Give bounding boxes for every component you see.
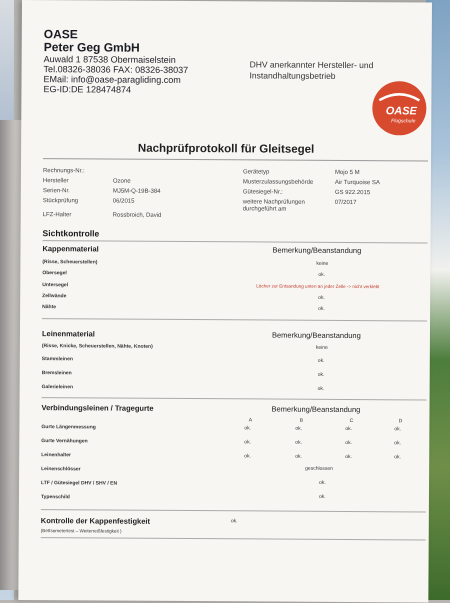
- row-label-naehte: Nähte: [42, 304, 57, 311]
- kappenmaterial-sub: (Risse, Scheuerstellen): [42, 259, 98, 266]
- kappenmaterial-sub-value: keine: [316, 260, 329, 267]
- section-rule: [43, 240, 428, 243]
- company-address: Auwald 1 87538 Obermaiselstein: [43, 54, 176, 65]
- festigkeit-value: ok.: [230, 518, 238, 525]
- company-subname: Peter Geg GmbH: [43, 40, 140, 55]
- info-value: 06/2015: [112, 198, 135, 205]
- column-d-header: D: [398, 418, 403, 425]
- cell-a: ok.: [244, 425, 252, 432]
- title-divider: [43, 158, 428, 161]
- row-label-untersegel: Untersegel: [42, 282, 69, 289]
- cell-c: ok.: [345, 439, 352, 447]
- row-label-galerieleinen: Galerieleinen: [41, 384, 74, 391]
- row-label-gurte-laengenmessung: Gurte Längenmessung: [41, 424, 96, 431]
- info-label: Gütesiegel-Nr.:: [242, 189, 283, 196]
- info-label: LFZ-Halter: [42, 212, 72, 219]
- info-label: Rechnungs-Nr.:: [42, 168, 85, 175]
- info-label: Stückprüfung: [42, 198, 79, 205]
- festigkeit-sub: (Bettsometertest – Weiterreißfestigkeit ): [40, 528, 122, 534]
- row-value-bremsleinen: ok.: [317, 371, 325, 378]
- row-label-leinenhalter: Leinenhalter: [41, 452, 71, 459]
- protocol-sheet: [18, 0, 432, 602]
- leinenmaterial-bemerkung-heading: Bemerkung/Beanstandung: [271, 330, 361, 341]
- kappenmaterial-bemerkung-heading: Bemerkung/Beanstandung: [272, 245, 362, 256]
- column-c-header: C: [349, 418, 354, 425]
- info-label: Gerätetyp: [242, 169, 270, 176]
- dhv-approval-text: DHV anerkannter Hersteller- und Instandhaltungsbetrieb: [249, 59, 374, 81]
- info-value: Air Turquoise SA: [334, 179, 380, 187]
- section-rule: [42, 318, 427, 321]
- section-rule: [42, 397, 427, 400]
- company-name: OASE: [43, 27, 78, 42]
- cell-b: ok.: [295, 439, 302, 446]
- info-value: Rossbroich, David: [112, 212, 162, 219]
- verbindung-heading: Verbindungsleinen / Tragegurte: [41, 403, 154, 413]
- row-label-leinenschloesser: Leinenschlösser: [41, 466, 81, 473]
- row-label-zellwaende: Zellwände: [42, 293, 67, 300]
- leinenmaterial-sub-value: keine: [315, 344, 328, 351]
- row-value-naehte: ok.: [318, 305, 325, 312]
- logo-word: OASE: [385, 105, 417, 118]
- cell-d: ok.: [394, 454, 401, 461]
- column-b-header: B: [299, 417, 304, 424]
- page-title: Nachprüfprotokoll für Gleitsegel: [137, 142, 315, 156]
- row-value-typenschild: ok.: [318, 493, 326, 500]
- festigkeit-heading: Kontrolle der Kappenfestigkeit: [40, 516, 151, 526]
- row-value-untersegel: Löcher zur Entsandung unten an jeder Zelle -> nicht verklebt: [256, 283, 380, 290]
- row-label-gurte-vernaehungen: Gurte Vernähungen: [41, 438, 88, 445]
- row-value-zellwaende: ok.: [318, 294, 325, 301]
- row-label-stammleinen: Stammleinen: [41, 356, 73, 363]
- verbindung-bemerkung-heading: Bemerkung/Beanstandung: [271, 404, 361, 415]
- logo-tagline: Flugschule: [391, 118, 416, 125]
- row-value-obersegel: ok.: [318, 271, 326, 278]
- info-value: Ozone: [112, 178, 131, 185]
- section-sichtkontrolle: Sichtkontrolle: [42, 228, 100, 239]
- row-label-ltf-guetesiegel: LTF / Gütesiegel DHV / SHV / EN: [41, 480, 118, 487]
- company-block: [43, 28, 188, 95]
- row-value-galerieleinen: ok.: [317, 385, 325, 392]
- info-label: Musterzulassungsbehörde: [242, 179, 314, 186]
- row-label-typenschild: Typenschild: [40, 494, 70, 501]
- section-rule: [41, 509, 426, 512]
- info-label: Serien-Nr.: [42, 188, 70, 195]
- cell-a: ok.: [244, 439, 251, 446]
- row-label-bremsleinen: Bremsleinen: [41, 370, 72, 377]
- leinenmaterial-sub: (Risse, Knicke, Scheuerstellen, Nähte, Knoten): [41, 343, 153, 350]
- cell-b: ok.: [295, 453, 302, 460]
- company-phone-fax: Tel.08326-38036 FAX: 08326-38037: [43, 64, 189, 76]
- cell-d: ok.: [394, 440, 401, 447]
- company-email: EMail: info@oase-paragliding.com: [43, 74, 181, 85]
- cell-a: ok.: [244, 453, 251, 460]
- cell-d: ok.: [394, 426, 402, 433]
- info-label: Hersteller: [42, 178, 69, 185]
- info-value: Mojo 5 M: [334, 169, 360, 177]
- row-label-obersegel: Obersegel: [42, 270, 67, 277]
- leinenmaterial-heading: Leinenmaterial: [41, 329, 95, 339]
- info-label: weitere Nachprüfungen durchgeführt am: [242, 199, 305, 213]
- column-a-header: A: [248, 417, 253, 424]
- info-value: MJ5M-Q-19B-384: [112, 188, 161, 195]
- kappenmaterial-heading: Kappenmaterial: [42, 244, 99, 254]
- section-rule: [41, 537, 426, 540]
- cell-b: ok.: [295, 425, 303, 432]
- row-value-stammleinen: ok.: [317, 357, 325, 364]
- company-eg-id: EG-ID:DE 128474874: [43, 84, 132, 95]
- row-value-ltf-guetesiegel: ok.: [319, 479, 326, 486]
- cell-c: ok.: [345, 453, 352, 461]
- info-value: GS 922.2015: [334, 189, 371, 197]
- info-value: 07/2017: [334, 199, 357, 207]
- cell-c: ok.: [345, 425, 353, 433]
- row-value-leinenschloesser: geschlossen: [305, 465, 333, 472]
- oase-logo: [371, 80, 427, 136]
